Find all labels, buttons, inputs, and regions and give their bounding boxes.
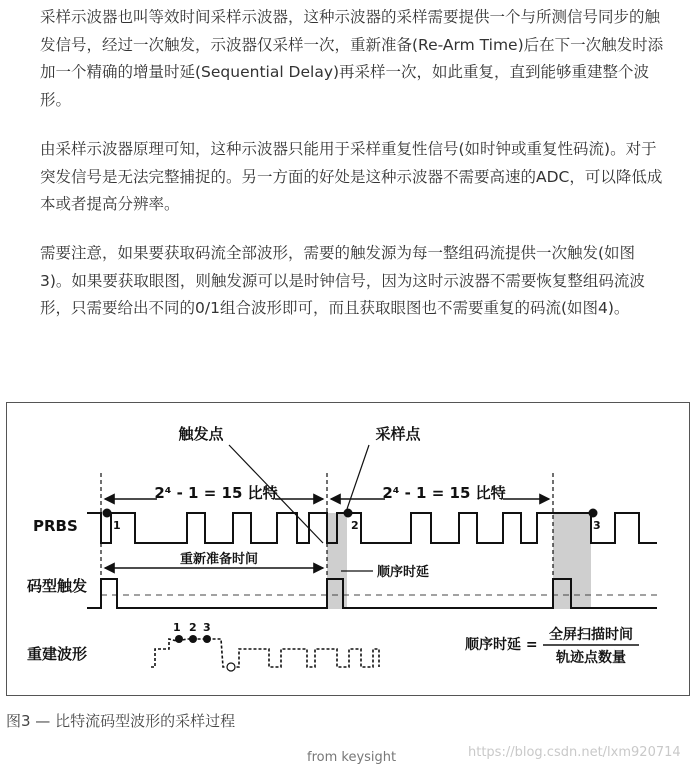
sample-number-1: 1 [113,519,121,532]
paragraph-1: 采样示波器也叫等效时间采样示波器，这种示波器的采样需要提供一个与所测信号同步的触发信号，经过一次触发，示波器仅采样一次，重新准备(Re-Arm Time)后在下一次触发时添加一个精确的增量时延(Sequential Delay)再采样一次，如此重复，直到能够重建整个波形。 [40,8,664,109]
period-label-right: 2⁴ - 1 = 15 比特 [382,484,506,502]
recon-number-1: 1 [173,621,181,634]
period-label-left: 2⁴ - 1 = 15 比特 [154,484,278,502]
formula-numerator: 全屏扫描时间 [549,627,633,643]
formula-denominator: 轨迹点数量 [556,650,626,666]
sample-dot-1 [103,509,112,518]
pattern-trigger-label: 码型触发 [27,577,88,595]
sample-dot-2 [344,509,353,518]
paragraph-3: 需要注意，如果要获取码流全部波形，需要的触发源为每一整组码流提供一次触发(如图3)。如果要获取眼图，则触发源可以是时钟信号，因为这时示波器不需要恢复整组码流波形，只需要给出不同的0/1组合波形即可，而且获取眼图也不需要重复的码流(如图4)。 [40,244,645,317]
rearm-label: 重新准备时间 [179,552,259,567]
recon-dot-open [227,663,235,671]
sample-number-3: 3 [593,519,601,532]
sample-dot-3 [589,509,598,518]
timing-diagram [7,403,691,697]
recon-dot-a [175,635,183,643]
recon-dot-b [189,635,197,643]
recon-number-3: 3 [203,621,211,634]
reconstructed-waveform [151,639,379,667]
sequential-delay-label: 顺序时延 [377,565,430,580]
sampling-process-figure [6,402,690,696]
formula-lhs: 顺序时延 = [465,637,538,653]
recon-dot-c [203,635,211,643]
paragraph-2: 由采样示波器原理可知，这种示波器只能用于采样重复性信号(如时钟或重复性码流)。对于突发信号是无法完整捕捉的。另一方面的好处是这种示波器不需要高速的ADC，可以降低成本或者提高分辨率。 [40,140,663,213]
sample-number-2: 2 [351,519,359,532]
sample-point-label: 采样点 [375,425,421,443]
figure-caption: 图3 — 比特流码型波形的采样过程 [6,712,236,730]
reconstructed-label: 重建波形 [27,645,88,663]
pattern-trigger-waveform [87,579,657,608]
source-credit: from keysight [307,750,397,765]
recon-number-2: 2 [189,621,197,634]
prbs-label: PRBS [33,517,78,535]
trigger-point-label: 触发点 [178,425,224,443]
blog-watermark: https://blog.csdn.net/lxm920714 [468,745,681,760]
